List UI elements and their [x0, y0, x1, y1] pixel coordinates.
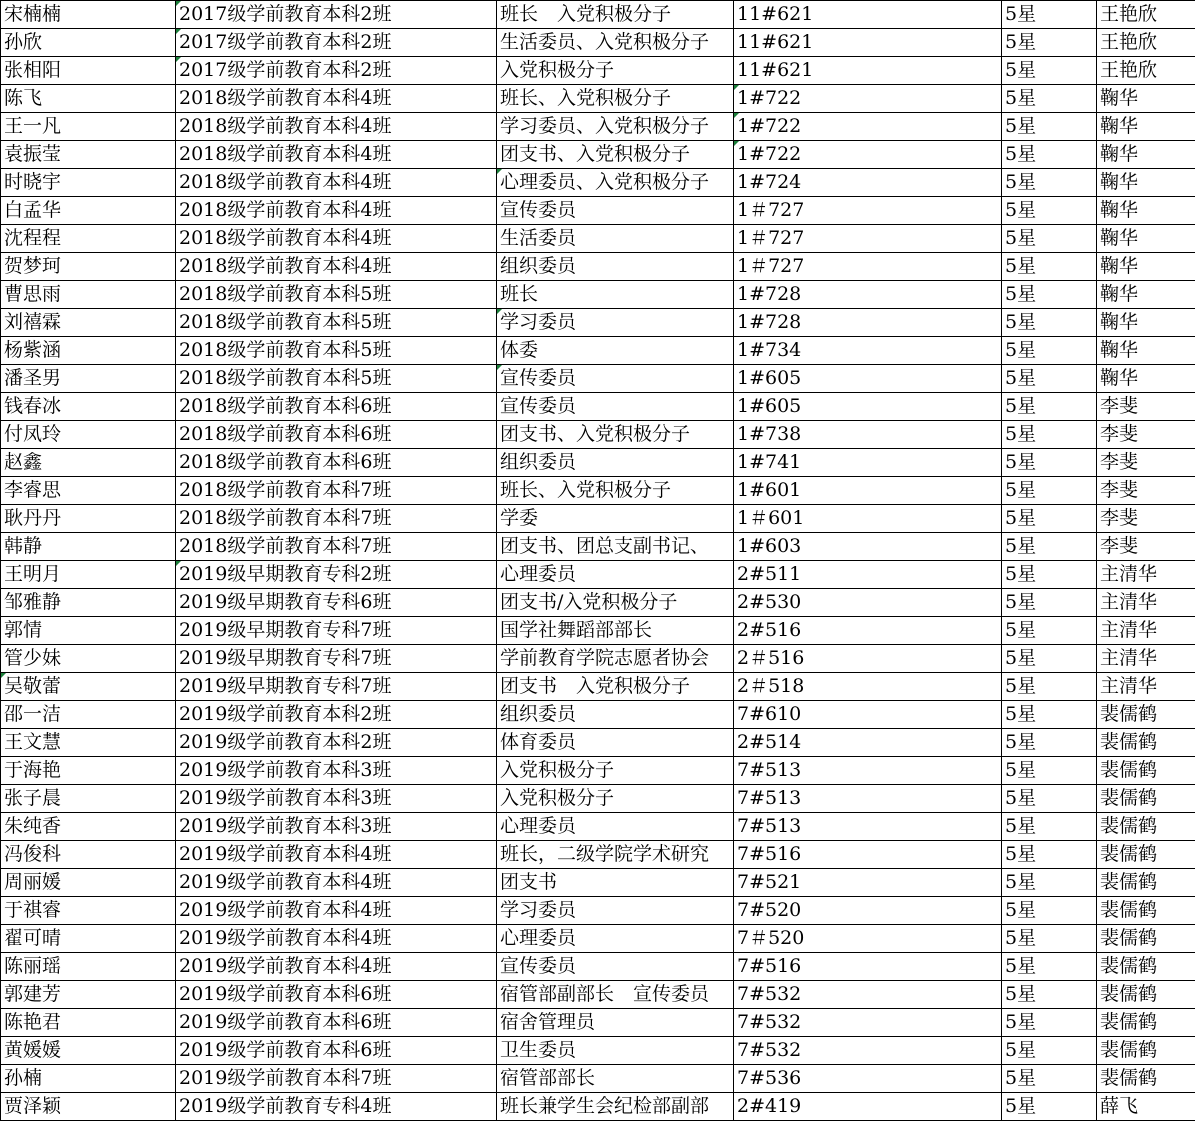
- table-row[interactable]: [1, 309, 1195, 337]
- name-cell[interactable]: 邹雅静: [1, 589, 176, 617]
- table-row[interactable]: [1, 785, 1195, 813]
- name-cell[interactable]: 赵鑫: [1, 449, 176, 477]
- role-cell[interactable]: 学委: [497, 505, 734, 533]
- table-row[interactable]: [1, 813, 1195, 841]
- rating-cell[interactable]: 5星: [1002, 393, 1097, 421]
- role-cell[interactable]: 宿舍管理员: [497, 1009, 734, 1037]
- table-row[interactable]: [1, 953, 1195, 981]
- role-cell[interactable]: 心理委员: [497, 925, 734, 953]
- rating-cell[interactable]: 5星: [1002, 365, 1097, 393]
- dorm-cell[interactable]: 1#738: [734, 421, 1002, 449]
- rating-cell[interactable]: 5星: [1002, 29, 1097, 57]
- teacher-cell[interactable]: 王艳欣: [1097, 1, 1195, 29]
- table-row[interactable]: [1, 477, 1195, 505]
- table-row[interactable]: [1, 365, 1195, 393]
- dorm-cell[interactable]: 2#514: [734, 729, 1002, 757]
- teacher-cell[interactable]: 主清华: [1097, 645, 1195, 673]
- rating-cell[interactable]: 5星: [1002, 981, 1097, 1009]
- dorm-cell[interactable]: 2#419: [734, 1093, 1002, 1121]
- role-cell[interactable]: 班长 入党积极分子: [497, 1, 734, 29]
- rating-cell[interactable]: 5星: [1002, 421, 1097, 449]
- dorm-cell[interactable]: 7#532: [734, 1037, 1002, 1065]
- role-cell[interactable]: 班长: [497, 281, 734, 309]
- teacher-cell[interactable]: 鞠华: [1097, 253, 1195, 281]
- role-cell[interactable]: 心理委员: [497, 813, 734, 841]
- role-cell[interactable]: 团支书、团总支副书记、: [497, 533, 734, 561]
- rating-cell[interactable]: 5星: [1002, 561, 1097, 589]
- dorm-cell[interactable]: 7＃520: [734, 925, 1002, 953]
- name-cell[interactable]: 刘禧霖: [1, 309, 176, 337]
- rating-cell[interactable]: 5星: [1002, 617, 1097, 645]
- rating-cell[interactable]: 5星: [1002, 673, 1097, 701]
- teacher-cell[interactable]: 裴儒鹤: [1097, 757, 1195, 785]
- class-cell[interactable]: 2019级早期教育专科6班: [176, 589, 497, 617]
- name-cell[interactable]: 贾泽颖: [1, 1093, 176, 1121]
- role-cell[interactable]: 组织委员: [497, 701, 734, 729]
- teacher-cell[interactable]: 裴儒鹤: [1097, 897, 1195, 925]
- table-row[interactable]: [1, 673, 1195, 701]
- table-row[interactable]: [1, 617, 1195, 645]
- name-cell[interactable]: 孙楠: [1, 1065, 176, 1093]
- table-row[interactable]: [1, 757, 1195, 785]
- role-cell[interactable]: 学前教育学院志愿者协会: [497, 645, 734, 673]
- rating-cell[interactable]: 5星: [1002, 253, 1097, 281]
- role-cell[interactable]: 体委: [497, 337, 734, 365]
- name-cell[interactable]: 陈飞: [1, 85, 176, 113]
- teacher-cell[interactable]: 裴儒鹤: [1097, 981, 1195, 1009]
- name-cell[interactable]: 黄媛媛: [1, 1037, 176, 1065]
- dorm-cell[interactable]: 2#530: [734, 589, 1002, 617]
- role-cell[interactable]: 学习委员、入党积极分子: [497, 113, 734, 141]
- table-row[interactable]: [1, 1093, 1195, 1121]
- role-cell[interactable]: 班长兼学生会纪检部副部: [497, 1093, 734, 1121]
- role-cell[interactable]: 团支书、入党积极分子: [497, 421, 734, 449]
- rating-cell[interactable]: 5星: [1002, 785, 1097, 813]
- teacher-cell[interactable]: 李斐: [1097, 533, 1195, 561]
- class-cell[interactable]: 2019级学前教育本科4班: [176, 953, 497, 981]
- table-row[interactable]: [1, 85, 1195, 113]
- role-cell[interactable]: 体育委员: [497, 729, 734, 757]
- teacher-cell[interactable]: 裴儒鹤: [1097, 1037, 1195, 1065]
- dorm-cell[interactable]: 11#621: [734, 29, 1002, 57]
- table-row[interactable]: [1, 197, 1195, 225]
- class-cell[interactable]: 2017级学前教育本科2班: [176, 29, 497, 57]
- name-cell[interactable]: 于祺睿: [1, 897, 176, 925]
- class-cell[interactable]: 2019级学前教育本科2班: [176, 701, 497, 729]
- teacher-cell[interactable]: 李斐: [1097, 505, 1195, 533]
- teacher-cell[interactable]: 鞠华: [1097, 337, 1195, 365]
- name-cell[interactable]: 管少妹: [1, 645, 176, 673]
- class-cell[interactable]: 2019级学前教育本科7班: [176, 1065, 497, 1093]
- name-cell[interactable]: 杨紫涵: [1, 337, 176, 365]
- role-cell[interactable]: 学习委员: [497, 309, 734, 337]
- rating-cell[interactable]: 5星: [1002, 897, 1097, 925]
- rating-cell[interactable]: 5星: [1002, 813, 1097, 841]
- dorm-cell[interactable]: 7#521: [734, 869, 1002, 897]
- teacher-cell[interactable]: 裴儒鹤: [1097, 869, 1195, 897]
- dorm-cell[interactable]: 1#728: [734, 309, 1002, 337]
- role-cell[interactable]: 入党积极分子: [497, 57, 734, 85]
- class-cell[interactable]: 2019级早期教育专科7班: [176, 673, 497, 701]
- name-cell[interactable]: 钱春冰: [1, 393, 176, 421]
- rating-cell[interactable]: 5星: [1002, 169, 1097, 197]
- role-cell[interactable]: 学习委员: [497, 897, 734, 925]
- teacher-cell[interactable]: 主清华: [1097, 617, 1195, 645]
- class-cell[interactable]: 2018级学前教育本科4班: [176, 197, 497, 225]
- table-row[interactable]: [1, 1, 1195, 29]
- class-cell[interactable]: 2019级学前教育本科6班: [176, 1009, 497, 1037]
- teacher-cell[interactable]: 鞠华: [1097, 309, 1195, 337]
- class-cell[interactable]: 2019级早期教育专科7班: [176, 645, 497, 673]
- table-row[interactable]: [1, 981, 1195, 1009]
- role-cell[interactable]: 团支书: [497, 869, 734, 897]
- class-cell[interactable]: 2018级学前教育本科6班: [176, 421, 497, 449]
- dorm-cell[interactable]: 1#728: [734, 281, 1002, 309]
- name-cell[interactable]: 邵一洁: [1, 701, 176, 729]
- class-cell[interactable]: 2018级学前教育本科6班: [176, 449, 497, 477]
- table-row[interactable]: [1, 1009, 1195, 1037]
- rating-cell[interactable]: 5星: [1002, 729, 1097, 757]
- teacher-cell[interactable]: 鞠华: [1097, 141, 1195, 169]
- table-row[interactable]: [1, 29, 1195, 57]
- name-cell[interactable]: 王一凡: [1, 113, 176, 141]
- dorm-cell[interactable]: 1#722: [734, 113, 1002, 141]
- role-cell[interactable]: 生活委员: [497, 225, 734, 253]
- rating-cell[interactable]: 5星: [1002, 57, 1097, 85]
- class-cell[interactable]: 2018级学前教育本科7班: [176, 533, 497, 561]
- rating-cell[interactable]: 5星: [1002, 1065, 1097, 1093]
- name-cell[interactable]: 贺梦珂: [1, 253, 176, 281]
- dorm-cell[interactable]: 1#603: [734, 533, 1002, 561]
- table-row[interactable]: [1, 253, 1195, 281]
- role-cell[interactable]: 宿管部部长: [497, 1065, 734, 1093]
- name-cell[interactable]: 张子晨: [1, 785, 176, 813]
- class-cell[interactable]: 2019级学前教育本科6班: [176, 981, 497, 1009]
- table-row[interactable]: [1, 701, 1195, 729]
- table-row[interactable]: [1, 449, 1195, 477]
- dorm-cell[interactable]: 7#513: [734, 757, 1002, 785]
- name-cell[interactable]: 王文慧: [1, 729, 176, 757]
- dorm-cell[interactable]: 7#513: [734, 813, 1002, 841]
- dorm-cell[interactable]: 7#520: [734, 897, 1002, 925]
- class-cell[interactable]: 2018级学前教育本科5班: [176, 365, 497, 393]
- teacher-cell[interactable]: 李斐: [1097, 449, 1195, 477]
- role-cell[interactable]: 入党积极分子: [497, 785, 734, 813]
- rating-cell[interactable]: 5星: [1002, 757, 1097, 785]
- teacher-cell[interactable]: 鞠华: [1097, 197, 1195, 225]
- name-cell[interactable]: 陈丽瑶: [1, 953, 176, 981]
- name-cell[interactable]: 沈程程: [1, 225, 176, 253]
- dorm-cell[interactable]: 2＃516: [734, 645, 1002, 673]
- rating-cell[interactable]: 5星: [1002, 281, 1097, 309]
- dorm-cell[interactable]: 2#516: [734, 617, 1002, 645]
- table-row[interactable]: [1, 841, 1195, 869]
- name-cell[interactable]: 耿丹丹: [1, 505, 176, 533]
- rating-cell[interactable]: 5星: [1002, 505, 1097, 533]
- rating-cell[interactable]: 5星: [1002, 953, 1097, 981]
- class-cell[interactable]: 2018级学前教育本科4班: [176, 253, 497, 281]
- dorm-cell[interactable]: 7#532: [734, 981, 1002, 1009]
- teacher-cell[interactable]: 裴儒鹤: [1097, 1065, 1195, 1093]
- role-cell[interactable]: 组织委员: [497, 449, 734, 477]
- dorm-cell[interactable]: 1#605: [734, 365, 1002, 393]
- teacher-cell[interactable]: 薛飞: [1097, 1093, 1195, 1121]
- table-row[interactable]: [1, 57, 1195, 85]
- class-cell[interactable]: 2018级学前教育本科4班: [176, 169, 497, 197]
- name-cell[interactable]: 王明月: [1, 561, 176, 589]
- role-cell[interactable]: 宣传委员: [497, 953, 734, 981]
- name-cell[interactable]: 李睿思: [1, 477, 176, 505]
- teacher-cell[interactable]: 鞠华: [1097, 85, 1195, 113]
- dorm-cell[interactable]: 1#605: [734, 393, 1002, 421]
- table-row[interactable]: [1, 113, 1195, 141]
- name-cell[interactable]: 于海艳: [1, 757, 176, 785]
- class-cell[interactable]: 2019级学前教育本科4班: [176, 925, 497, 953]
- teacher-cell[interactable]: 鞠华: [1097, 225, 1195, 253]
- rating-cell[interactable]: 5星: [1002, 701, 1097, 729]
- teacher-cell[interactable]: 李斐: [1097, 393, 1195, 421]
- role-cell[interactable]: 生活委员、入党积极分子: [497, 29, 734, 57]
- rating-cell[interactable]: 5星: [1002, 841, 1097, 869]
- table-row[interactable]: [1, 141, 1195, 169]
- rating-cell[interactable]: 5星: [1002, 197, 1097, 225]
- rating-cell[interactable]: 5星: [1002, 1037, 1097, 1065]
- rating-cell[interactable]: 5星: [1002, 337, 1097, 365]
- rating-cell[interactable]: 5星: [1002, 1093, 1097, 1121]
- rating-cell[interactable]: 5星: [1002, 589, 1097, 617]
- class-cell[interactable]: 2019级学前教育本科3班: [176, 757, 497, 785]
- role-cell[interactable]: 班长、入党积极分子: [497, 477, 734, 505]
- name-cell[interactable]: 吴敬蕾: [1, 673, 176, 701]
- class-cell[interactable]: 2019级学前教育本科4班: [176, 869, 497, 897]
- name-cell[interactable]: 潘圣男: [1, 365, 176, 393]
- dorm-cell[interactable]: 1＃727: [734, 197, 1002, 225]
- teacher-cell[interactable]: 裴儒鹤: [1097, 701, 1195, 729]
- role-cell[interactable]: 团支书 入党积极分子: [497, 673, 734, 701]
- name-cell[interactable]: 白孟华: [1, 197, 176, 225]
- table-row[interactable]: [1, 281, 1195, 309]
- table-row[interactable]: [1, 337, 1195, 365]
- rating-cell[interactable]: 5星: [1002, 309, 1097, 337]
- role-cell[interactable]: 班长，二级学院学术研究: [497, 841, 734, 869]
- dorm-cell[interactable]: 1#601: [734, 477, 1002, 505]
- class-cell[interactable]: 2018级学前教育本科5班: [176, 309, 497, 337]
- rating-cell[interactable]: 5星: [1002, 113, 1097, 141]
- dorm-cell[interactable]: 1#724: [734, 169, 1002, 197]
- name-cell[interactable]: 郭情: [1, 617, 176, 645]
- class-cell[interactable]: 2019级学前教育本科3班: [176, 785, 497, 813]
- class-cell[interactable]: 2018级学前教育本科4班: [176, 85, 497, 113]
- dorm-cell[interactable]: 7#610: [734, 701, 1002, 729]
- class-cell[interactable]: 2018级学前教育本科6班: [176, 393, 497, 421]
- table-row[interactable]: [1, 925, 1195, 953]
- table-body: [1, 1, 1195, 1121]
- rating-cell[interactable]: 5星: [1002, 533, 1097, 561]
- class-cell[interactable]: 2019级早期教育专科2班: [176, 561, 497, 589]
- class-cell[interactable]: 2019级学前教育本科2班: [176, 729, 497, 757]
- name-cell[interactable]: 袁振莹: [1, 141, 176, 169]
- dorm-cell[interactable]: 7#532: [734, 1009, 1002, 1037]
- dorm-cell[interactable]: 2#511: [734, 561, 1002, 589]
- name-cell[interactable]: 韩静: [1, 533, 176, 561]
- class-cell[interactable]: 2019级学前教育本科6班: [176, 1037, 497, 1065]
- teacher-cell[interactable]: 主清华: [1097, 589, 1195, 617]
- rating-cell[interactable]: 5星: [1002, 141, 1097, 169]
- dorm-cell[interactable]: 1#734: [734, 337, 1002, 365]
- teacher-cell[interactable]: 裴儒鹤: [1097, 1009, 1195, 1037]
- role-cell[interactable]: 宣传委员: [497, 197, 734, 225]
- role-cell[interactable]: 宣传委员: [497, 365, 734, 393]
- dorm-cell[interactable]: 2＃518: [734, 673, 1002, 701]
- rating-cell[interactable]: 5星: [1002, 225, 1097, 253]
- role-cell[interactable]: 心理委员、入党积极分子: [497, 169, 734, 197]
- dorm-cell[interactable]: 1＃601: [734, 505, 1002, 533]
- dorm-cell[interactable]: 7#516: [734, 841, 1002, 869]
- rating-cell[interactable]: 5星: [1002, 477, 1097, 505]
- name-cell[interactable]: 陈艳君: [1, 1009, 176, 1037]
- role-cell[interactable]: 组织委员: [497, 253, 734, 281]
- table-row[interactable]: [1, 1037, 1195, 1065]
- name-cell[interactable]: 冯俊科: [1, 841, 176, 869]
- teacher-cell[interactable]: 鞠华: [1097, 281, 1195, 309]
- teacher-cell[interactable]: 主清华: [1097, 673, 1195, 701]
- table-row[interactable]: [1, 505, 1195, 533]
- table-row[interactable]: [1, 393, 1195, 421]
- dorm-cell[interactable]: 1#722: [734, 85, 1002, 113]
- teacher-cell[interactable]: 主清华: [1097, 561, 1195, 589]
- name-cell[interactable]: 付凤玲: [1, 421, 176, 449]
- teacher-cell[interactable]: 鞠华: [1097, 169, 1195, 197]
- dorm-cell[interactable]: 1＃727: [734, 253, 1002, 281]
- role-cell[interactable]: 卫生委员: [497, 1037, 734, 1065]
- name-cell[interactable]: 孙欣: [1, 29, 176, 57]
- class-cell[interactable]: 2019级学前教育本科4班: [176, 841, 497, 869]
- name-cell[interactable]: 翟可晴: [1, 925, 176, 953]
- role-cell[interactable]: 团支书、入党积极分子: [497, 141, 734, 169]
- rating-cell[interactable]: 5星: [1002, 645, 1097, 673]
- table-row[interactable]: [1, 561, 1195, 589]
- name-cell[interactable]: 时晓宇: [1, 169, 176, 197]
- teacher-cell[interactable]: 裴儒鹤: [1097, 785, 1195, 813]
- name-cell[interactable]: 宋楠楠: [1, 1, 176, 29]
- class-cell[interactable]: 2019级学前教育专科4班: [176, 1093, 497, 1121]
- class-cell[interactable]: 2018级学前教育本科4班: [176, 225, 497, 253]
- role-cell[interactable]: 宣传委员: [497, 393, 734, 421]
- class-cell[interactable]: 2018级学前教育本科5班: [176, 337, 497, 365]
- teacher-cell[interactable]: 裴儒鹤: [1097, 841, 1195, 869]
- role-cell[interactable]: 入党积极分子: [497, 757, 734, 785]
- teacher-cell[interactable]: 裴儒鹤: [1097, 813, 1195, 841]
- dorm-cell[interactable]: 1#741: [734, 449, 1002, 477]
- dorm-cell[interactable]: 1#722: [734, 141, 1002, 169]
- class-cell[interactable]: 2017级学前教育本科2班: [176, 1, 497, 29]
- dorm-cell[interactable]: 7#536: [734, 1065, 1002, 1093]
- role-cell[interactable]: 团支书/入党积极分子: [497, 589, 734, 617]
- teacher-cell[interactable]: 李斐: [1097, 421, 1195, 449]
- class-cell[interactable]: 2018级学前教育本科5班: [176, 281, 497, 309]
- teacher-cell[interactable]: 裴儒鹤: [1097, 925, 1195, 953]
- dorm-cell[interactable]: 1＃727: [734, 225, 1002, 253]
- name-cell[interactable]: 张相阳: [1, 57, 176, 85]
- rating-cell[interactable]: 5星: [1002, 449, 1097, 477]
- dorm-cell[interactable]: 11#621: [734, 57, 1002, 85]
- teacher-cell[interactable]: 裴儒鹤: [1097, 953, 1195, 981]
- class-cell[interactable]: 2017级学前教育本科2班: [176, 57, 497, 85]
- name-cell[interactable]: 曹思雨: [1, 281, 176, 309]
- class-cell[interactable]: 2018级学前教育本科7班: [176, 477, 497, 505]
- table-row[interactable]: [1, 645, 1195, 673]
- teacher-cell[interactable]: 王艳欣: [1097, 57, 1195, 85]
- name-cell[interactable]: 周丽媛: [1, 869, 176, 897]
- class-cell[interactable]: 2019级学前教育本科3班: [176, 813, 497, 841]
- name-cell[interactable]: 朱纯香: [1, 813, 176, 841]
- table-row[interactable]: [1, 589, 1195, 617]
- rating-cell[interactable]: 5星: [1002, 1009, 1097, 1037]
- table-row[interactable]: [1, 729, 1195, 757]
- dorm-cell[interactable]: 7#513: [734, 785, 1002, 813]
- rating-cell[interactable]: 5星: [1002, 869, 1097, 897]
- table-row[interactable]: [1, 897, 1195, 925]
- teacher-cell[interactable]: 鞠华: [1097, 365, 1195, 393]
- class-cell[interactable]: 2018级学前教育本科4班: [176, 113, 497, 141]
- teacher-cell[interactable]: 鞠华: [1097, 113, 1195, 141]
- dorm-cell[interactable]: 7#516: [734, 953, 1002, 981]
- class-cell[interactable]: 2018级学前教育本科7班: [176, 505, 497, 533]
- rating-cell[interactable]: 5星: [1002, 85, 1097, 113]
- table-row[interactable]: [1, 869, 1195, 897]
- class-cell[interactable]: 2018级学前教育本科4班: [176, 141, 497, 169]
- table-row[interactable]: [1, 225, 1195, 253]
- role-cell[interactable]: 国学社舞蹈部部长: [497, 617, 734, 645]
- table-row[interactable]: [1, 169, 1195, 197]
- teacher-cell[interactable]: 李斐: [1097, 477, 1195, 505]
- class-cell[interactable]: 2019级学前教育本科4班: [176, 897, 497, 925]
- role-cell[interactable]: 班长、入党积极分子: [497, 85, 734, 113]
- name-cell[interactable]: 郭建芳: [1, 981, 176, 1009]
- rating-cell[interactable]: 5星: [1002, 925, 1097, 953]
- class-cell[interactable]: 2019级早期教育专科7班: [176, 617, 497, 645]
- teacher-cell[interactable]: 王艳欣: [1097, 29, 1195, 57]
- table-row[interactable]: [1, 533, 1195, 561]
- table-row[interactable]: [1, 421, 1195, 449]
- role-cell[interactable]: 宿管部副部长 宣传委员: [497, 981, 734, 1009]
- rating-cell[interactable]: 5星: [1002, 1, 1097, 29]
- teacher-cell[interactable]: 裴儒鹤: [1097, 729, 1195, 757]
- table-row[interactable]: [1, 1065, 1195, 1093]
- dorm-cell[interactable]: 11#621: [734, 1, 1002, 29]
- role-cell[interactable]: 心理委员: [497, 561, 734, 589]
